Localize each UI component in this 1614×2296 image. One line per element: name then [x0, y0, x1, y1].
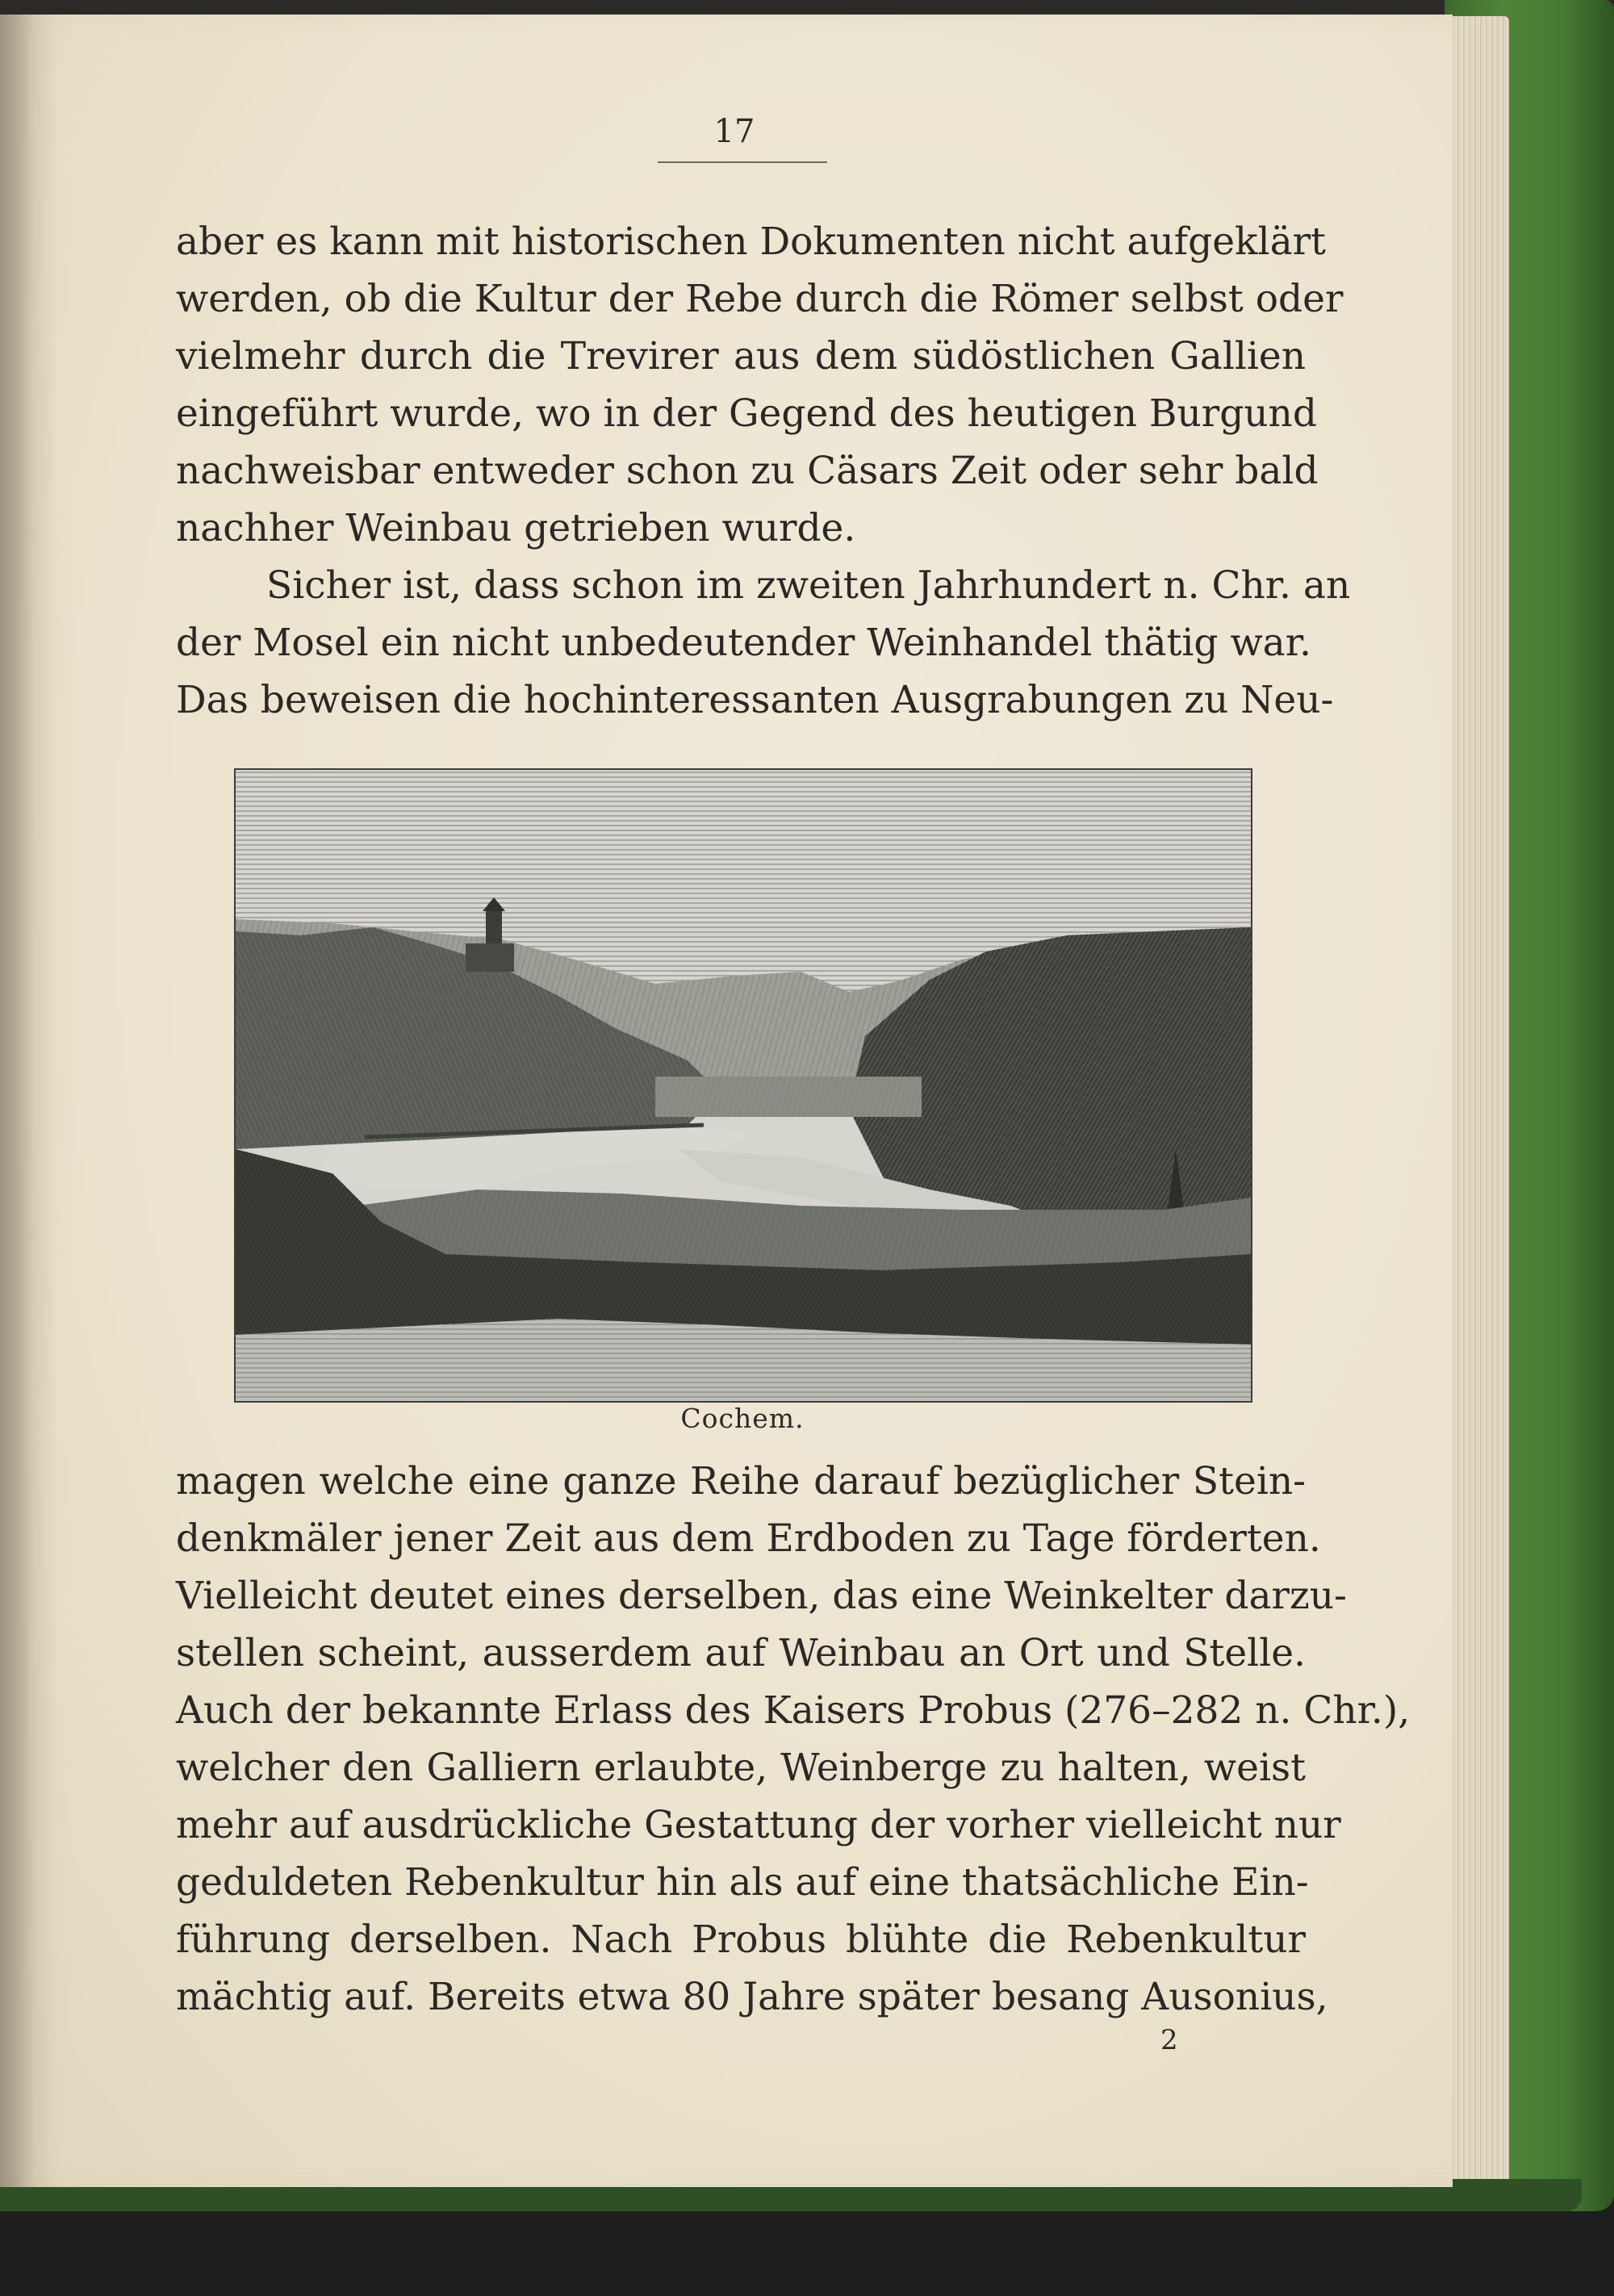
text-line: mehr auf ausdrückliche Gestattung der vorher vielleicht nur: [176, 1803, 1341, 1847]
text-line: aber es kann mit historischen Dokumenten nicht aufgeklärt: [176, 220, 1326, 264]
text-line: werden, ob die Kultur der Rebe durch die Römer selbst oder: [176, 277, 1344, 321]
text-line: der Mosel ein nicht unbedeutender Weinhandel thätig war.: [176, 621, 1311, 665]
spine-shadow: [0, 15, 56, 2187]
text-line: Sicher ist, dass schon im zweiten Jahrhundert n. Chr. an: [266, 563, 1351, 608]
cochem-engraving: [234, 768, 1252, 1403]
text-line: magen welche eine ganze Reihe darauf bezüglicher Stein-: [176, 1459, 1306, 1503]
signature-mark: 2: [1160, 2024, 1178, 2056]
text-line: mächtig auf. Bereits etwa 80 Jahre später besang Ausonius,: [176, 1975, 1328, 2019]
text-line: führung derselben. Nach Probus blühte die Rebenkultur: [176, 1918, 1306, 1962]
text-line: denkmäler jener Zeit aus dem Erdboden zu Tage förderten.: [176, 1516, 1321, 1561]
text-block-bottom: [176, 1453, 1411, 2026]
text-line: eingeführt wurde, wo in der Gegend des heutigen Burgund: [176, 391, 1317, 436]
text-line: Auch der bekannte Erlass des Kaisers Probus (276–282 n. Chr.),: [176, 1688, 1411, 1733]
text-line: Das beweisen die hochinteressanten Ausgrabungen zu Neu-: [176, 678, 1334, 722]
illustration-caption: Cochem.: [680, 1403, 805, 1434]
text-line: geduldeten Rebenkultur hin als auf eine thatsächliche Ein-: [176, 1860, 1309, 1905]
text-line: Vielleicht deutet eines derselben, das eine Weinkelter darzu-: [176, 1574, 1347, 1618]
page-number: 17: [713, 113, 755, 150]
text-line: stellen scheint, ausserdem auf Weinbau an Ort und Stelle.: [176, 1631, 1306, 1675]
text-line: nachher Weinbau getrieben wurde.: [176, 506, 856, 550]
text-line: nachweisbar entweder schon zu Cäsars Zeit oder sehr bald: [176, 449, 1319, 493]
text-line: welcher den Galliern erlaubte, Weinberge zu halten, weist: [176, 1746, 1306, 1790]
text-line: vielmehr durch die Trevirer aus dem südöstlichen Gallien: [176, 334, 1306, 378]
text-block-top: [176, 213, 1351, 729]
page-number-rule: [658, 161, 827, 163]
